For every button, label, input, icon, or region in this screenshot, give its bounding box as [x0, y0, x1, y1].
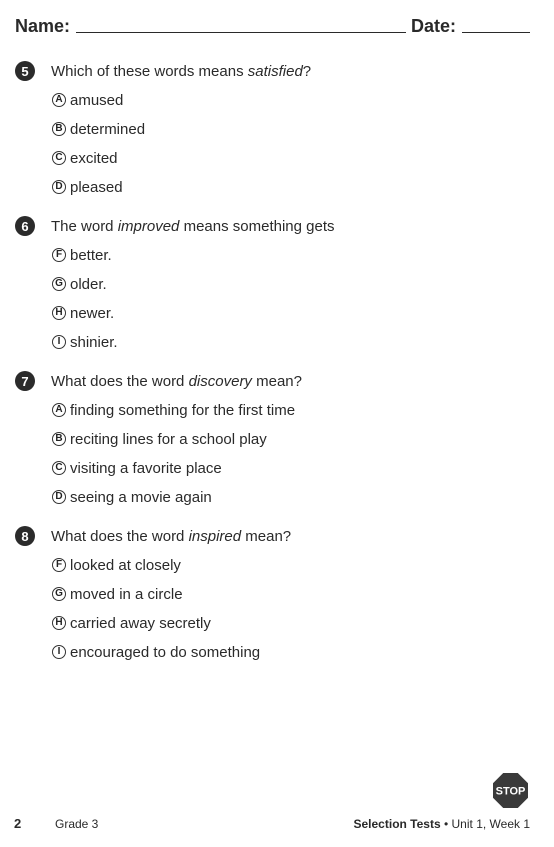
answer-text: shinier. — [70, 333, 118, 351]
answer-option[interactable] — [52, 244, 535, 266]
question-prompt: What does the word discovery mean? — [51, 372, 302, 390]
answer-text: carried away secretly — [70, 614, 211, 632]
answer-option[interactable] — [52, 273, 535, 295]
answer-bubble[interactable]: D — [52, 490, 66, 504]
page-number: 2 — [14, 816, 22, 831]
answer-text: moved in a circle — [70, 585, 183, 603]
answer-text: encouraged to do something — [70, 643, 261, 661]
answer-bubble[interactable]: H — [52, 306, 66, 320]
answer-bubble[interactable]: A — [52, 403, 66, 417]
answer-text: excited — [70, 149, 118, 167]
answer-option[interactable] — [52, 331, 535, 353]
answer-text: amused — [70, 91, 124, 109]
answer-text: pleased — [70, 178, 123, 196]
answer-bubble[interactable]: I — [52, 645, 66, 659]
question-prompt: What does the word inspired mean? — [51, 527, 292, 545]
answer-text: looked at closely — [70, 556, 181, 574]
answer-bubble[interactable]: C — [52, 151, 66, 165]
answer-option[interactable] — [52, 118, 535, 140]
answer-bubble[interactable]: G — [52, 277, 66, 291]
unit-label: Unit 1, Week 1 — [451, 817, 530, 831]
answer-option[interactable] — [52, 176, 535, 198]
answer-text: older. — [70, 275, 107, 293]
question-8 — [15, 525, 535, 663]
name-field-line[interactable] — [76, 32, 406, 33]
stop-sign-icon — [492, 772, 529, 809]
answer-option[interactable] — [52, 612, 535, 634]
footer-separator: • — [440, 817, 452, 831]
question-number-badge: 6 — [15, 216, 35, 236]
grade-label: Grade 3 — [55, 817, 99, 831]
answer-bubble[interactable]: F — [52, 558, 66, 572]
name-label: Name: — [15, 16, 71, 36]
answer-bubble[interactable]: B — [52, 432, 66, 446]
name-date-header — [15, 13, 530, 37]
question-number-badge: 7 — [15, 371, 35, 391]
answer-option[interactable] — [52, 147, 535, 169]
date-field-line[interactable] — [462, 32, 530, 33]
answer-bubble[interactable]: G — [52, 587, 66, 601]
answer-option[interactable] — [52, 554, 535, 576]
question-5 — [15, 60, 535, 198]
question-6 — [15, 215, 535, 353]
page-footer — [14, 816, 530, 834]
answer-option[interactable] — [52, 399, 535, 421]
question-number-badge: 8 — [15, 526, 35, 546]
answer-text: seeing a movie again — [70, 488, 212, 506]
answer-text: visiting a favorite place — [70, 459, 222, 477]
answer-text: determined — [70, 120, 146, 138]
answer-bubble[interactable]: I — [52, 335, 66, 349]
stop-sign-label: STOP — [495, 785, 526, 798]
test-title: Selection Tests — [353, 817, 441, 831]
answer-option[interactable] — [52, 428, 535, 450]
footer-test-info — [354, 817, 531, 831]
answer-option[interactable] — [52, 583, 535, 605]
answer-text: better. — [70, 246, 112, 264]
question-prompt: The word improved means something gets — [51, 217, 335, 235]
answer-option[interactable] — [52, 641, 535, 663]
answer-option[interactable] — [52, 89, 535, 111]
answer-option[interactable] — [52, 302, 535, 324]
question-prompt: Which of these words means satisfied? — [51, 62, 312, 80]
answer-option[interactable] — [52, 457, 535, 479]
answer-text: finding something for the first time — [70, 401, 296, 419]
answer-bubble[interactable]: D — [52, 180, 66, 194]
answer-bubble[interactable]: B — [52, 122, 66, 136]
question-number-badge: 5 — [15, 61, 35, 81]
answer-text: newer. — [70, 304, 115, 322]
answer-text: reciting lines for a school play — [70, 430, 267, 448]
answer-bubble[interactable]: C — [52, 461, 66, 475]
answer-bubble[interactable]: F — [52, 248, 66, 262]
question-7 — [15, 370, 535, 508]
answer-bubble[interactable]: A — [52, 93, 66, 107]
answer-bubble[interactable]: H — [52, 616, 66, 630]
date-label: Date: — [411, 16, 457, 36]
answer-option[interactable] — [52, 486, 535, 508]
